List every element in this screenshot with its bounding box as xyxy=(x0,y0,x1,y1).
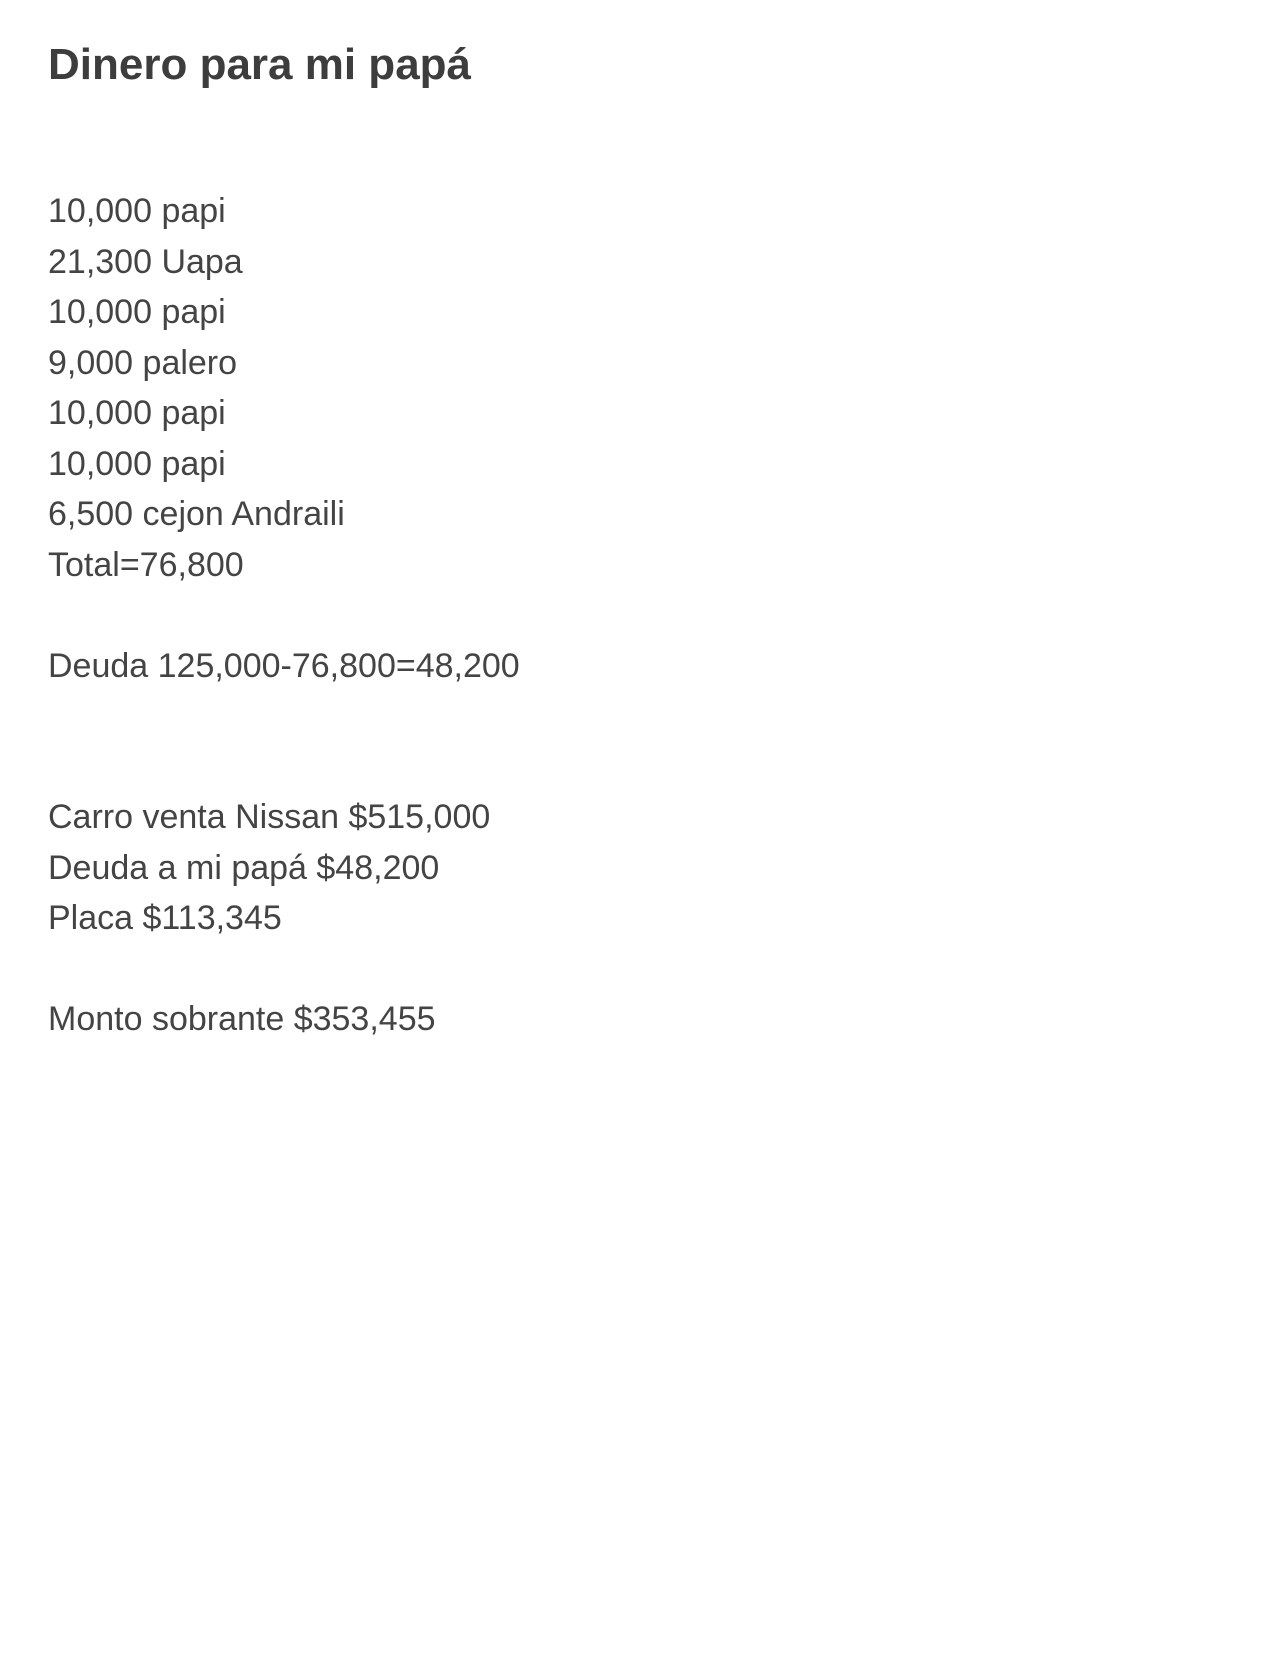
remaining-amount-line: Monto sobrante $353,455 xyxy=(48,1000,436,1038)
payment-line: 6,500 cejon Andraili xyxy=(48,495,345,533)
payment-line: 21,300 Uapa xyxy=(48,242,243,281)
payment-line: 10,000 papi xyxy=(48,293,226,331)
blank-line xyxy=(48,590,1232,641)
debt-calculation-line: Deuda 125,000-76,800=48,200 xyxy=(48,646,520,685)
sale-line: Carro venta Nissan $515,000 xyxy=(48,798,491,836)
total-line: Total=76,800 xyxy=(48,545,244,584)
sale-line: Placa $113,345 xyxy=(48,899,282,937)
payment-line: 10,000 papi xyxy=(48,394,226,432)
payment-line: 10,000 papi xyxy=(48,192,226,230)
payment-line: 10,000 papi xyxy=(48,444,226,483)
payment-line: 9,000 palero xyxy=(48,343,238,382)
blank-line xyxy=(48,944,1232,995)
sale-line: Deuda a mi papá $48,200 xyxy=(48,848,440,887)
note-editor[interactable] xyxy=(48,36,1232,1045)
blank-lines xyxy=(48,691,1232,792)
note-body[interactable] xyxy=(48,186,1232,1045)
note-title[interactable]: Dinero para mi papá xyxy=(48,40,472,89)
